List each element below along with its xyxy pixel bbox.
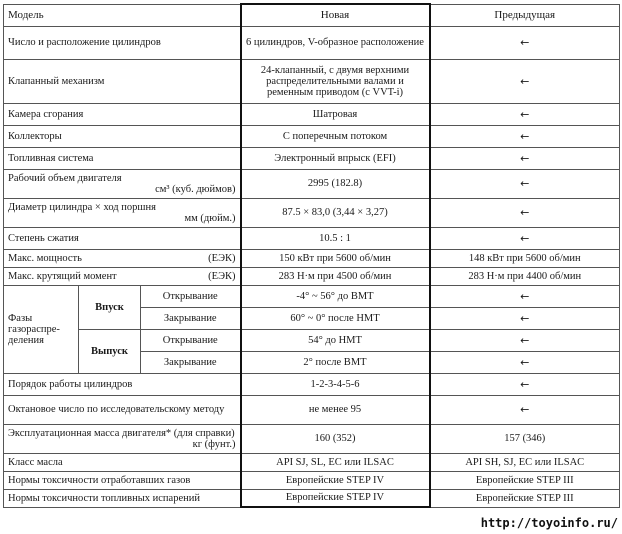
same-as-new-arrow: ← xyxy=(430,169,620,198)
table-header-row xyxy=(4,4,620,26)
valve-timing-row xyxy=(4,329,620,351)
table-row xyxy=(4,395,620,424)
table-row xyxy=(4,489,620,507)
row-new-value: Электронный впрыск (EFI) xyxy=(241,147,430,169)
table-row xyxy=(4,103,620,125)
row-new-value: Шатровая xyxy=(241,103,430,125)
engine-spec-table xyxy=(3,3,620,508)
row-label: Нормы токсичности топливных испарений xyxy=(4,489,241,507)
row-unit: мм (дюйм.) xyxy=(184,212,236,224)
header-new: Новая xyxy=(241,4,430,26)
intake-open-value: -4° ~ 56° до ВМТ xyxy=(241,285,430,307)
row-label: Диаметр цилиндра × ход поршня xyxy=(8,201,156,213)
exhaust-close-value: 2° после ВМТ xyxy=(241,351,430,373)
row-label: Порядок работы цилиндров xyxy=(4,373,241,395)
row-label-cell xyxy=(4,249,241,267)
same-as-new-arrow: ← xyxy=(430,373,620,395)
row-new-value: не менее 95 xyxy=(241,395,430,424)
row-unit: см³ (куб. дюймов) xyxy=(155,183,236,195)
table-row xyxy=(4,26,620,59)
same-as-new-arrow: ← xyxy=(430,198,620,227)
same-as-new-arrow: ← xyxy=(430,59,620,103)
row-prev-value: 148 кВт при 5600 об/мин xyxy=(430,249,620,267)
exhaust-open-label: Открывание xyxy=(141,329,241,351)
row-new-value: 24-клапанный, с двумя верхними распределительными валами и ременным приводом (с VVT-i) xyxy=(241,59,430,103)
exhaust-open-value: 54° до НМТ xyxy=(241,329,430,351)
row-new-value: 160 (352) xyxy=(241,424,430,453)
watermark-url: http://toyoinfo.ru/ xyxy=(480,516,618,530)
row-label: Нормы токсичности отработавших газов xyxy=(4,471,241,489)
table-row xyxy=(4,453,620,471)
table-row xyxy=(4,125,620,147)
row-label: Класс масла xyxy=(4,453,241,471)
same-as-new-arrow: ← xyxy=(430,285,620,307)
row-new-value: 87.5 × 83,0 (3,44 × 3,27) xyxy=(241,198,430,227)
row-new-value: 2995 (182.8) xyxy=(241,169,430,198)
valve-timing-row xyxy=(4,285,620,307)
table-row xyxy=(4,147,620,169)
row-unit: (ЕЭК) xyxy=(208,270,236,282)
row-new-value: 150 кВт при 5600 об/мин xyxy=(241,249,430,267)
row-new-value: 1-2-3-4-5-6 xyxy=(241,373,430,395)
valve-timing-label: Фазы газораспре-деления xyxy=(4,285,79,373)
same-as-new-arrow: ← xyxy=(430,147,620,169)
same-as-new-arrow: ← xyxy=(430,227,620,249)
row-label: Эксплуатационная масса двигателя* (для справки) xyxy=(8,427,235,439)
row-prev-value: API SH, SJ, EC или ILSAC xyxy=(430,453,620,471)
row-label: Коллекторы xyxy=(4,125,241,147)
row-unit: (ЕЭК) xyxy=(208,252,236,264)
row-label: Рабочий объем двигателя xyxy=(8,172,122,184)
header-previous: Предыдущая xyxy=(430,4,620,26)
row-new-value: 10.5 : 1 xyxy=(241,227,430,249)
table-row xyxy=(4,267,620,285)
row-new-value: API SJ, SL, EC или ILSAC xyxy=(241,453,430,471)
row-prev-value: 283 Н·м при 4400 об/мин xyxy=(430,267,620,285)
row-label: Камера сгорания xyxy=(4,103,241,125)
row-new-value: Европейские STEP IV xyxy=(241,489,430,507)
row-new-value: 6 цилиндров, V-образное расположение xyxy=(241,26,430,59)
row-label-cell xyxy=(4,424,241,453)
row-label-cell xyxy=(4,267,241,285)
intake-close-value: 60° ~ 0° после НМТ xyxy=(241,307,430,329)
table-row xyxy=(4,373,620,395)
same-as-new-arrow: ← xyxy=(430,329,620,351)
table-row xyxy=(4,424,620,453)
intake-open-label: Открывание xyxy=(141,285,241,307)
same-as-new-arrow: ← xyxy=(430,351,620,373)
table-row xyxy=(4,198,620,227)
table-row xyxy=(4,227,620,249)
row-prev-value: Европейские STEP III xyxy=(430,471,620,489)
same-as-new-arrow: ← xyxy=(430,103,620,125)
row-new-value: Европейские STEP IV xyxy=(241,471,430,489)
row-label: Макс. крутящий момент xyxy=(8,270,117,282)
row-label: Число и расположение цилиндров xyxy=(4,26,241,59)
same-as-new-arrow: ← xyxy=(430,125,620,147)
row-unit: кг (фунт.) xyxy=(192,438,236,450)
row-label: Октановое число по исследовательскому методу xyxy=(4,395,241,424)
same-as-new-arrow: ← xyxy=(430,307,620,329)
intake-close-label: Закрывание xyxy=(141,307,241,329)
intake-label: Впуск xyxy=(79,285,141,329)
row-new-value: С поперечным потоком xyxy=(241,125,430,147)
row-prev-value: 157 (346) xyxy=(430,424,620,453)
row-new-value: 283 Н·м при 4500 об/мин xyxy=(241,267,430,285)
table-row xyxy=(4,59,620,103)
row-label: Топливная система xyxy=(4,147,241,169)
exhaust-close-label: Закрывание xyxy=(141,351,241,373)
header-model: Модель xyxy=(4,4,241,26)
same-as-new-arrow: ← xyxy=(430,395,620,424)
row-label-cell xyxy=(4,169,241,198)
table-row xyxy=(4,249,620,267)
row-label: Степень сжатия xyxy=(4,227,241,249)
row-prev-value: Европейские STEP III xyxy=(430,489,620,507)
table-row xyxy=(4,169,620,198)
row-label: Макс. мощность xyxy=(8,252,82,264)
row-label: Клапанный механизм xyxy=(4,59,241,103)
row-label-cell xyxy=(4,198,241,227)
same-as-new-arrow: ← xyxy=(430,26,620,59)
exhaust-label: Выпуск xyxy=(79,329,141,373)
table-row xyxy=(4,471,620,489)
